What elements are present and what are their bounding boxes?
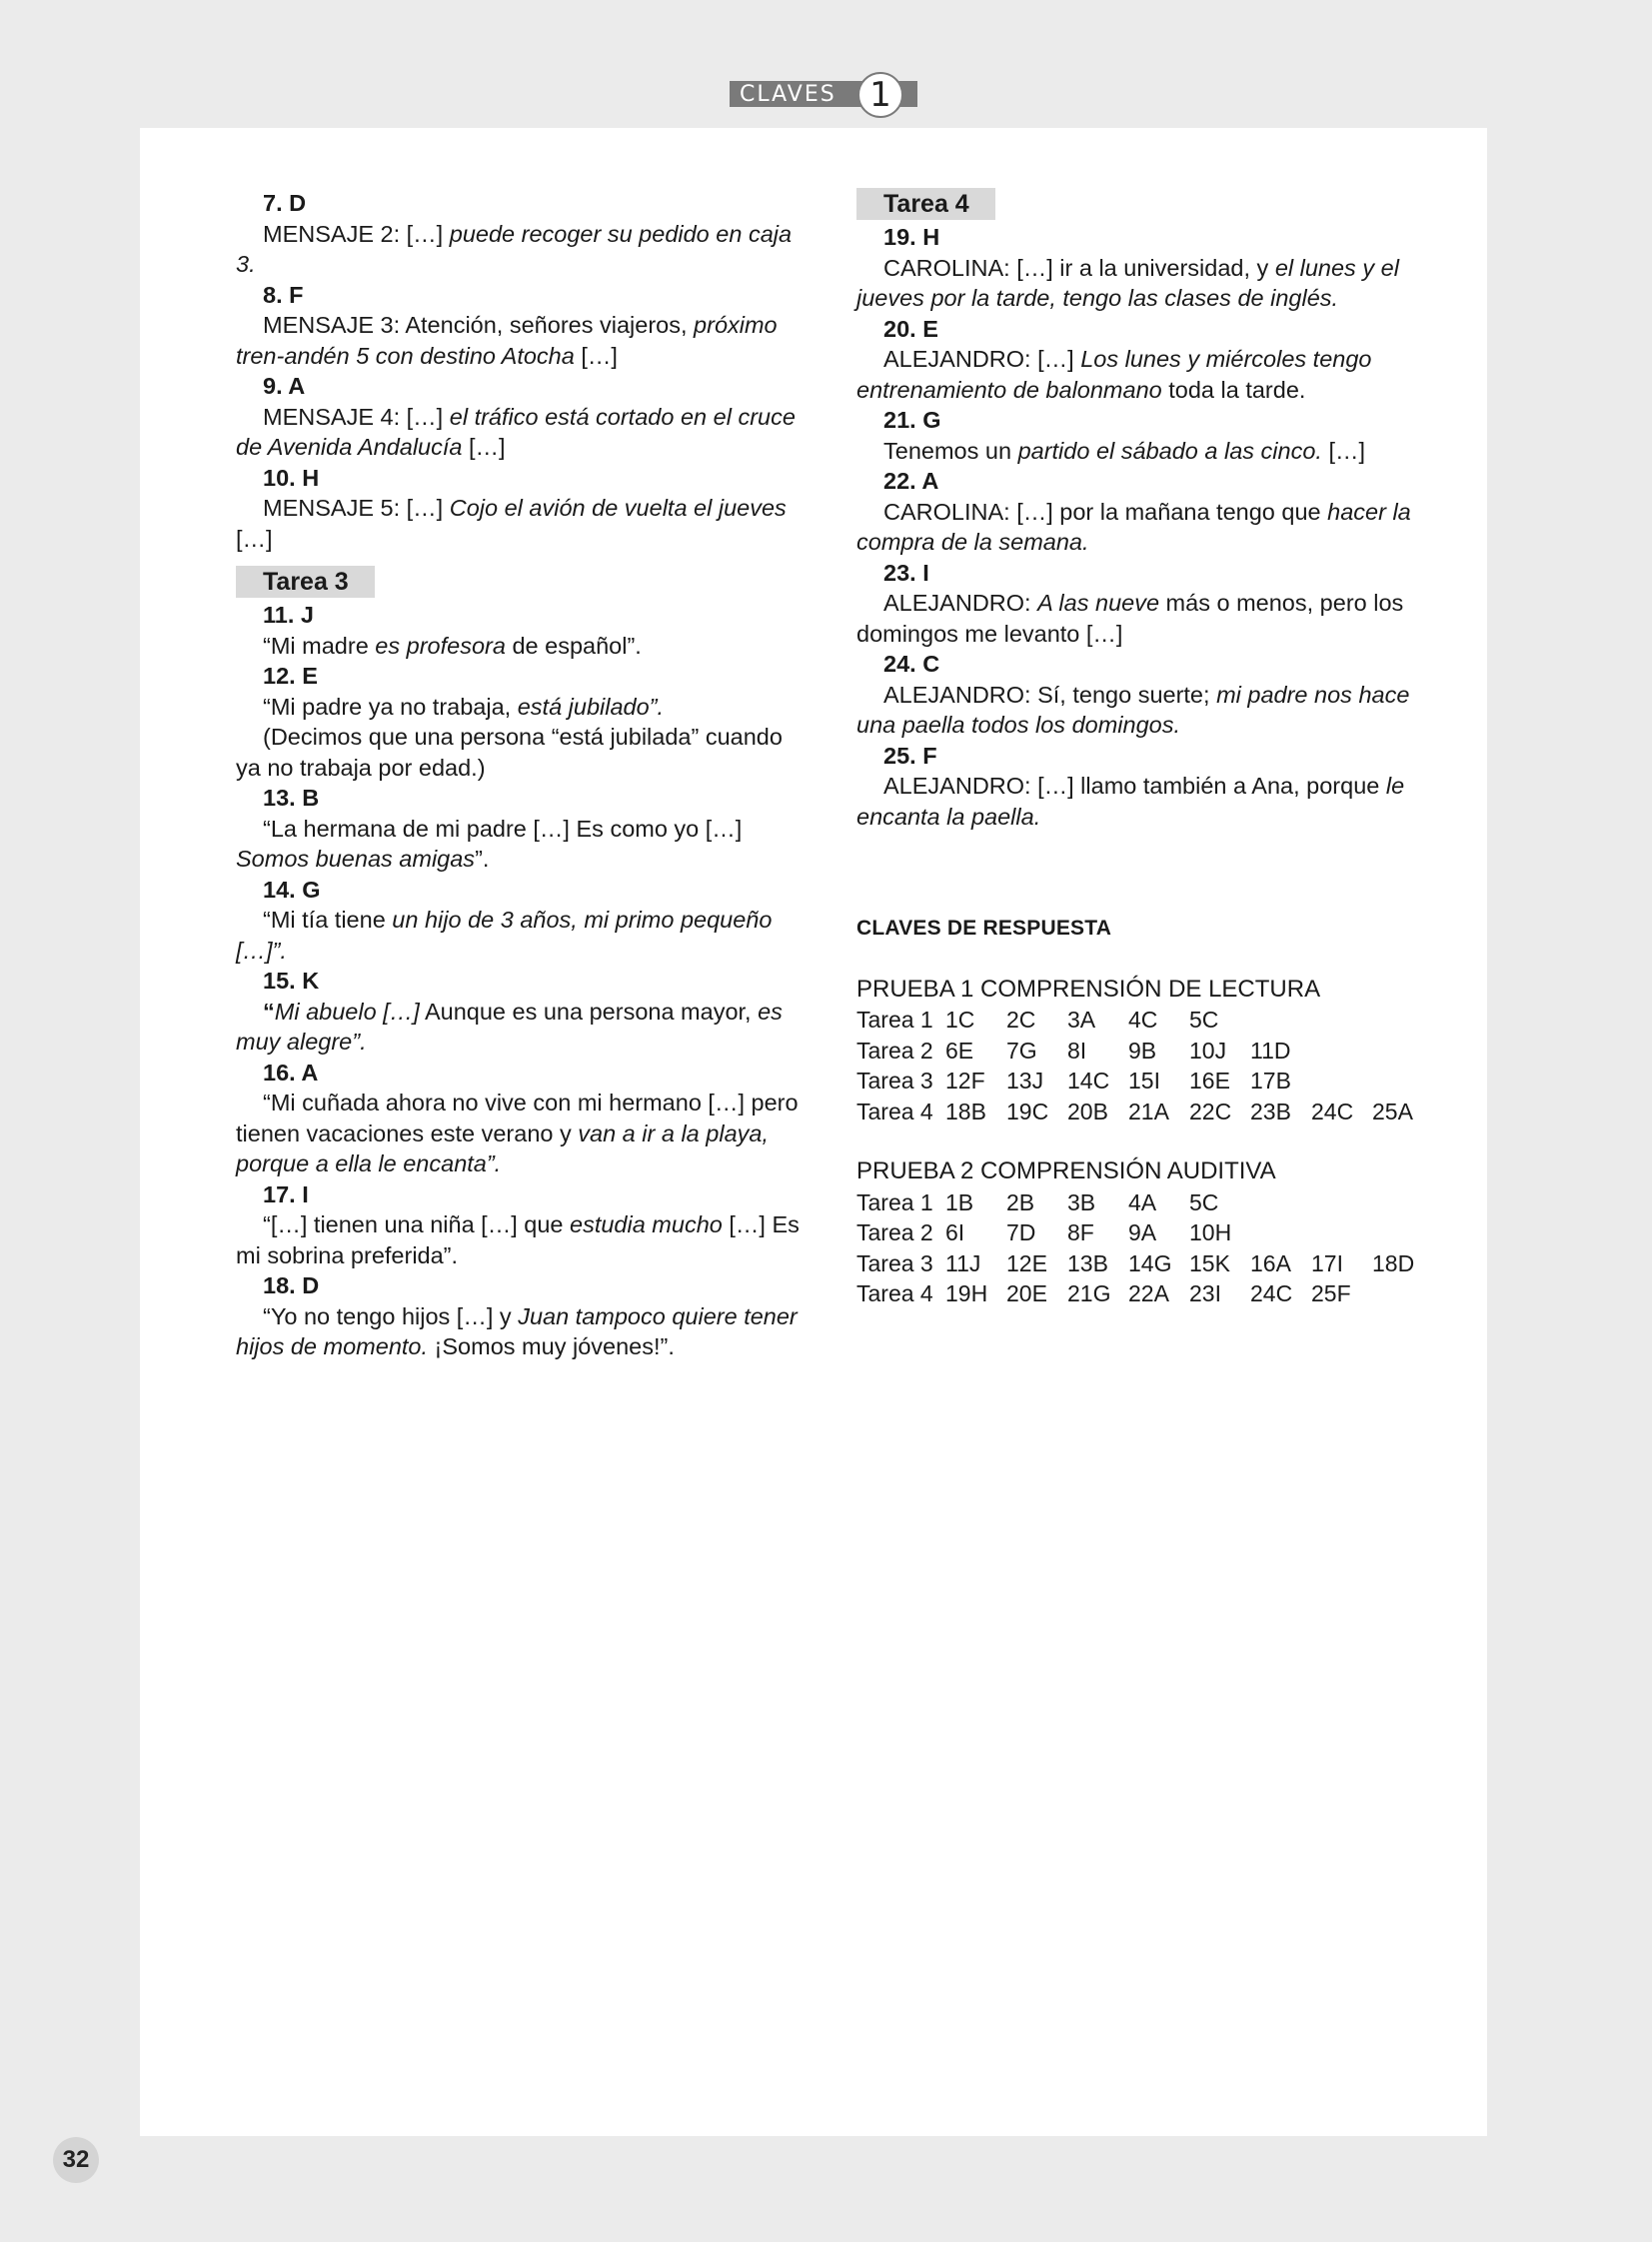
answer-cell: 5C	[1189, 1007, 1219, 1033]
transcript-excerpt	[236, 493, 806, 554]
text-run: toda la tarde.	[1161, 376, 1306, 403]
transcript-excerpt	[236, 1301, 806, 1362]
answer-number: 25. F	[883, 742, 937, 769]
answer-cell: 11J	[945, 1249, 981, 1276]
answer-cell: 3A	[1067, 1007, 1096, 1033]
table-row	[856, 1187, 1433, 1218]
answer-number: 15. K	[263, 968, 320, 994]
text-run: […] Es mi sobrina preferida”.	[236, 1211, 800, 1268]
answer-number: 17. I	[263, 1180, 309, 1207]
italic-phrase: próximo tren-andén 5 con destino Atocha	[236, 312, 778, 369]
answer-cell: 13J	[1006, 1068, 1044, 1094]
answer-number: 21. G	[883, 407, 941, 433]
italic-phrase: van a ir a la playa, porque a ella le encanta”.	[236, 1120, 769, 1176]
answer-cell: 19C	[1006, 1098, 1049, 1124]
transcript-excerpt	[236, 905, 806, 966]
answer-number: 11. J	[263, 602, 314, 628]
answer-cell: 2C	[1006, 1007, 1036, 1033]
italic-phrase: mi padre nos hace una paella todos los domingos.	[856, 681, 1410, 738]
answer-cell: 17I	[1311, 1249, 1343, 1276]
text-run: más o menos, pero los domingos me levanto […]	[856, 590, 1404, 647]
answer-cell: 9A	[1128, 1219, 1157, 1245]
transcript-excerpt	[856, 588, 1436, 649]
answer-key-table	[856, 1005, 1433, 1126]
answer-number: 13. B	[263, 785, 320, 811]
answer-cell: 15K	[1189, 1249, 1230, 1276]
answer-cell: 12E	[1006, 1249, 1047, 1276]
right-column	[856, 188, 1436, 1309]
italic-phrase: el lunes y el jueves por la tarde, tengo las clases de inglés.	[856, 254, 1399, 311]
italic-phrase: el tráfico está cortado en el cruce de Avenida Andalucía	[236, 403, 796, 460]
text-run: “Yo no tengo hijos […] y	[263, 1302, 519, 1329]
answer-cell: 7D	[1006, 1219, 1036, 1245]
table-row	[856, 1278, 1433, 1309]
answer-key-table	[856, 1187, 1433, 1309]
answer-cell: 11D	[1250, 1037, 1291, 1064]
text-run: “Mi padre ya no trabaja,	[263, 693, 518, 720]
tarea-label: Tarea 1	[856, 1188, 933, 1215]
text-run: “La hermana de mi padre […] Es como yo […]	[263, 815, 743, 842]
answer-cell: 21G	[1067, 1280, 1111, 1306]
answer-cell: 22C	[1189, 1098, 1232, 1124]
italic-phrase: Mi abuelo […]	[274, 998, 420, 1025]
text-run: “Mi madre	[263, 632, 376, 659]
answer-cell: 2B	[1006, 1188, 1035, 1215]
table-row	[856, 1005, 1433, 1036]
answer-number: 18. D	[263, 1272, 320, 1298]
italic-phrase: un hijo de 3 años, mi primo pequeño […]”.	[236, 907, 773, 964]
test-title: PRUEBA 1 COMPRENSIÓN DE LECTURA	[856, 975, 1321, 1003]
answer-cell: 6I	[945, 1219, 965, 1245]
transcript-excerpt	[856, 253, 1436, 314]
text-run: ALEJANDRO: Sí, tengo suerte;	[883, 681, 1217, 708]
answer-keys-title: CLAVES DE RESPUESTA	[856, 917, 1112, 940]
answer-cell: 20E	[1006, 1280, 1047, 1306]
answer-number: 19. H	[883, 224, 940, 250]
answer-cell: 24C	[1311, 1098, 1354, 1124]
italic-phrase: Somos buenas amigas	[236, 846, 476, 872]
text-run: Tenemos un	[883, 437, 1018, 464]
answer-cell: 8I	[1067, 1037, 1087, 1064]
transcript-excerpt	[236, 631, 806, 662]
text-run: […]	[462, 434, 506, 460]
text-run: MENSAJE 4: […]	[263, 403, 450, 430]
italic-phrase: le encanta la paella.	[856, 773, 1405, 830]
answer-number: 20. E	[883, 315, 938, 342]
answer-cell: 3B	[1067, 1188, 1096, 1215]
text-run: ”.	[475, 846, 490, 872]
text-run: […]	[236, 525, 273, 552]
text-run: de español”.	[505, 632, 642, 659]
text-run: “	[263, 998, 275, 1025]
transcript-excerpt	[236, 1209, 806, 1270]
italic-phrase: Los lunes y miércoles tengo entrenamiento de balonmano	[856, 346, 1372, 403]
answer-number: 22. A	[883, 468, 939, 494]
answer-cell: 4A	[1128, 1188, 1157, 1215]
answer-cell: 19H	[945, 1280, 988, 1306]
italic-phrase: partido el sábado a las cinco.	[1017, 437, 1322, 464]
transcript-excerpt	[236, 814, 806, 875]
transcript-excerpt	[236, 997, 806, 1058]
table-row	[856, 1248, 1433, 1279]
section-badge-number: 1	[857, 72, 903, 118]
text-run: “Mi tía tiene	[263, 907, 393, 933]
transcript-excerpt	[236, 310, 806, 371]
answer-cell: 10H	[1189, 1219, 1232, 1245]
text-run: (Decimos que una persona “está jubilada” cuando ya no trabaja por edad.)	[236, 724, 783, 781]
table-row	[856, 1217, 1433, 1248]
text-run: ¡Somos muy jóvenes!”.	[428, 1333, 675, 1359]
tarea-label: Tarea 2	[856, 1037, 933, 1064]
transcript-excerpt	[236, 1088, 806, 1179]
table-row	[856, 1097, 1433, 1127]
italic-phrase: Cojo el avión de vuelta el jueves	[449, 495, 787, 521]
tarea-label: Tarea 1	[856, 1007, 933, 1033]
answer-number: 16. A	[263, 1059, 319, 1086]
answer-cell: 5C	[1189, 1188, 1219, 1215]
answer-number: 23. I	[883, 559, 929, 586]
text-run: ALEJANDRO: […]	[883, 346, 1081, 372]
answer-number: 8. F	[263, 281, 304, 308]
table-row	[856, 1036, 1433, 1067]
transcript-excerpt	[236, 722, 806, 783]
text-run: MENSAJE 3: Atención, señores viajeros,	[263, 312, 695, 338]
italic-phrase: hacer la compra de la semana.	[856, 498, 1411, 555]
italic-phrase: A las nueve	[1037, 590, 1160, 616]
transcript-excerpt	[856, 771, 1436, 832]
page-number: 32	[53, 2137, 99, 2183]
italic-phrase: está jubilado”.	[517, 693, 665, 720]
answer-cell: 4C	[1128, 1007, 1158, 1033]
italic-phrase: es muy alegre”.	[236, 998, 783, 1055]
answer-cell: 10J	[1189, 1037, 1227, 1064]
transcript-excerpt	[236, 219, 806, 280]
italic-phrase: estudia mucho	[570, 1211, 723, 1237]
answer-cell: 24C	[1250, 1280, 1293, 1306]
answer-number: 24. C	[883, 651, 940, 677]
answer-number: 10. H	[263, 464, 320, 491]
transcript-excerpt	[236, 402, 806, 463]
text-run: ALEJANDRO:	[883, 590, 1038, 616]
page-sheet	[140, 128, 1487, 2136]
answer-cell: 22A	[1128, 1280, 1169, 1306]
answer-number: 7. D	[263, 190, 307, 216]
section-badge	[730, 72, 917, 115]
transcript-excerpt	[236, 692, 806, 723]
answer-number: 14. G	[263, 876, 321, 903]
text-run: CAROLINA: […] ir a la universidad, y	[883, 254, 1275, 281]
answer-cell: 14C	[1067, 1068, 1110, 1094]
answer-cell: 13B	[1067, 1249, 1108, 1276]
answer-cell: 25A	[1372, 1098, 1413, 1124]
answer-cell: 25F	[1311, 1280, 1351, 1306]
section-heading: Tarea 3	[236, 566, 375, 598]
answer-cell: 1C	[945, 1007, 975, 1033]
tarea-label: Tarea 4	[856, 1098, 933, 1124]
answer-cell: 1B	[945, 1188, 974, 1215]
answer-cell: 14G	[1128, 1249, 1172, 1276]
tarea-label: Tarea 3	[856, 1068, 933, 1094]
transcript-excerpt	[856, 497, 1436, 558]
transcript-excerpt	[856, 436, 1436, 467]
answer-cell: 15I	[1128, 1068, 1160, 1094]
text-run: […]	[1321, 437, 1366, 464]
transcript-excerpt	[856, 344, 1436, 405]
table-row	[856, 1066, 1433, 1097]
answer-cell: 9B	[1128, 1037, 1157, 1064]
answer-cell: 21A	[1128, 1098, 1169, 1124]
transcript-excerpt	[856, 680, 1436, 741]
italic-phrase: Juan tampoco quiere tener hijos de momento.	[236, 1302, 798, 1359]
answer-cell: 20B	[1067, 1098, 1108, 1124]
answer-number: 12. E	[263, 663, 318, 689]
tarea-label: Tarea 2	[856, 1219, 933, 1245]
text-run: ALEJANDRO: […] llamo también a Ana, porque	[883, 773, 1386, 799]
section-badge-label: CLAVES	[740, 82, 836, 107]
answer-keys	[856, 975, 1436, 1309]
text-run: CAROLINA: […] por la mañana tengo que	[883, 498, 1328, 525]
text-run: Aunque es una persona mayor,	[419, 998, 759, 1025]
answer-cell: 23B	[1250, 1098, 1291, 1124]
section-heading: Tarea 4	[856, 188, 995, 220]
answer-cell: 12F	[945, 1068, 985, 1094]
italic-phrase: es profesora	[375, 632, 506, 659]
answer-cell: 16A	[1250, 1249, 1291, 1276]
answer-number: 9. A	[263, 373, 306, 399]
answer-cell: 18B	[945, 1098, 986, 1124]
text-run: MENSAJE 2: […]	[263, 220, 450, 247]
answer-cell: 7G	[1006, 1037, 1037, 1064]
left-column	[236, 188, 806, 1362]
answer-cell: 23I	[1189, 1280, 1221, 1306]
tarea-label: Tarea 4	[856, 1280, 933, 1306]
answer-cell: 17B	[1250, 1068, 1291, 1094]
text-run: “[…] tienen una niña […] que	[263, 1211, 570, 1237]
answer-cell: 6E	[945, 1037, 974, 1064]
answer-cell: 18D	[1372, 1249, 1415, 1276]
right-column-text	[856, 188, 1436, 832]
answer-cell: 8F	[1067, 1219, 1094, 1245]
text-run: MENSAJE 5: […]	[263, 495, 450, 521]
test-title: PRUEBA 2 COMPRENSIÓN AUDITIVA	[856, 1157, 1276, 1184]
answer-cell: 16E	[1189, 1068, 1230, 1094]
italic-phrase: puede recoger su pedido en caja 3.	[236, 220, 793, 277]
tarea-label: Tarea 3	[856, 1249, 933, 1276]
text-run: […]	[574, 342, 618, 369]
text-run: “Mi cuñada ahora no vive con mi hermano […] pero tienen vacaciones este verano y	[236, 1090, 799, 1146]
